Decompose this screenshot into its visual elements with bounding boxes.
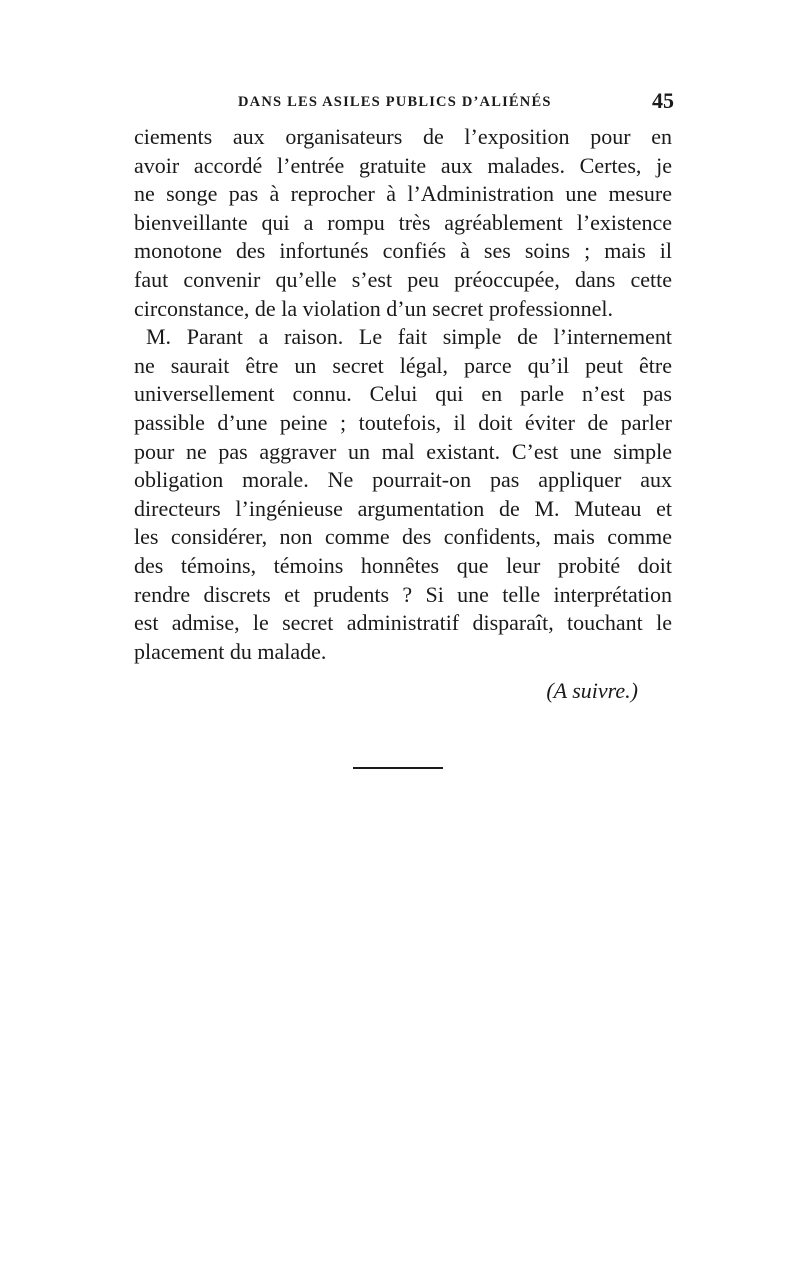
text-line: les considérer, non comme des confidents, mais comme [134, 524, 672, 550]
text-line: circonstance, de la violation d’un secret professionnel. [134, 295, 613, 321]
text-line: passible d’une peine ; toutefois, il doit éviter de parler [134, 409, 672, 435]
paragraph-2 [134, 323, 672, 666]
text-line: ciements aux organisateurs de l’exposition pour en [134, 124, 672, 149]
to-be-continued: (A suivre.) [546, 678, 638, 703]
text-line: est admise, le secret administratif disparaît, touchant le [134, 610, 672, 636]
section-end-rule [353, 767, 443, 769]
running-head [130, 86, 678, 118]
text-line: faut convenir qu’elle s’est peu préoccupée, dans cette [134, 266, 672, 292]
text-line: placement du malade. [134, 638, 327, 664]
text-line: monotone des infortunés confiés à ses soins ; mais il [134, 238, 672, 264]
text-line: avoir accordé l’entrée gratuite aux malades. Certes, je [134, 152, 672, 178]
text-line: directeurs l’ingénieuse argumentation de M. Muteau et [134, 495, 672, 521]
text-line: pour ne pas aggraver un mal existant. C’est une simple [134, 438, 672, 464]
text-line: ne songe pas à reprocher à l’Administration une mesure [134, 181, 672, 207]
text-line: universellement connu. Celui qui en parle n’est pas [134, 381, 672, 407]
text-line: rendre discrets et prudents ? Si une telle interprétation [134, 581, 672, 607]
text-line: M. Parant a raison. Le fait simple de l’internement [146, 324, 672, 350]
page-number: 45 [652, 88, 674, 113]
running-title: DANS LES ASILES PUBLICS D’ALIÉNÉS [238, 94, 552, 110]
text-line: des témoins, témoins honnêtes que leur probité doit [134, 552, 672, 578]
body-text [134, 123, 672, 666]
text-line: obligation morale. Ne pourrait-on pas appliquer aux [134, 467, 672, 493]
text-line: ne saurait être un secret légal, parce qu’il peut être [134, 352, 672, 378]
text-line: bienveillante qui a rompu très agréablement l’existence [134, 209, 672, 235]
paragraph-1 [134, 123, 672, 323]
